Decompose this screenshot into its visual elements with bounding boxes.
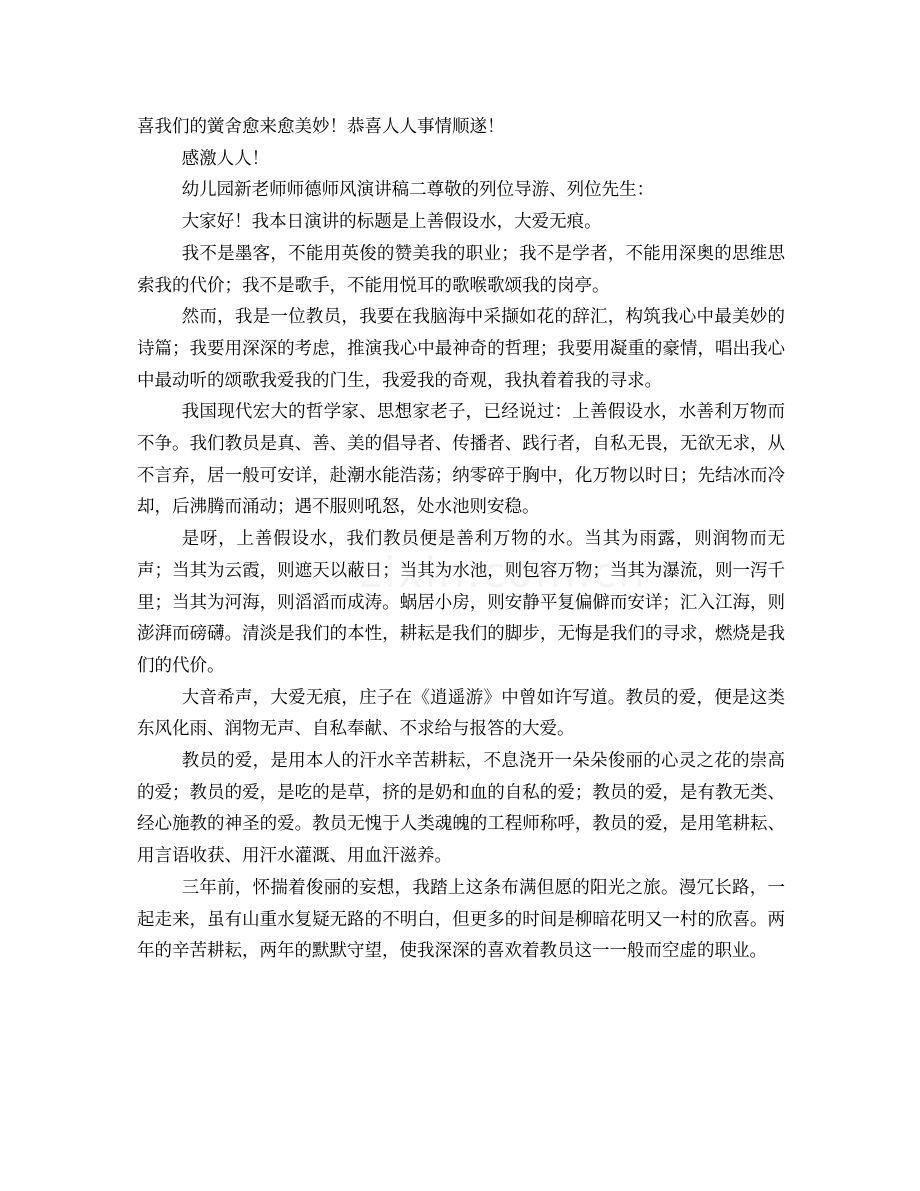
paragraph-1: 喜我们的黉舍愈来愈美妙！恭喜人人事情顺遂！ (137, 117, 505, 137)
paragraph-8: 是呀，上善假设水，我们教员便是善利万物的水。当其为雨露，则润物而无声；当其为云霞，则遮天以蔽日；当其为水池，则包容万物；当其为瀑流，则一泻千里；当其为河海，则滔滔而成涛。蜗居小房，则安静平复偏僻而安详；汇入江海，则澎湃而磅礴。清淡是我们的本性，耕耘是我们的脚步，无悔是我们的寻求，燃烧是我们的代价。 (137, 529, 785, 676)
document-body (137, 112, 785, 968)
paragraph-2: 感激人人！ (181, 148, 270, 169)
paragraph-4: 大家好！我本日演讲的标题是上善假设水，大爱无痕。 (181, 212, 602, 233)
paragraph-9: 大音希声，大爱无痕，庄子在《逍遥游》中曾如许写道。教员的爱，便是这类东风化雨、润物无声、自私奉献、不求给与报答的大爱。 (137, 687, 785, 740)
paragraph-11: 三年前，怀揣着俊丽的妄想，我踏上这条布满但愿的阳光之旅。漫冗长路，一起走来，虽有山重水复疑无路的不明白，但更多的时间是柳暗花明又一村的欣喜。两年的辛苦耕耘，两年的默默守望，使我深深的喜欢着教员这一一般而空虚的职业。 (137, 877, 785, 962)
paragraph-3: 幼儿园新老师师德师风演讲稿二尊敬的列位导游、列位先生： (181, 180, 655, 201)
paragraph-5: 我不是墨客，不能用英俊的赞美我的职业；我不是学者，不能用深奥的思维思索我的代价；我不是歌手，不能用悦耳的歌喉歌颂我的岗亭。 (137, 243, 785, 296)
paragraph-7: 我国现代宏大的哲学家、思想家老子，已经说过：上善假设水，水善利万物而不争。我们教员是真、善、美的倡导者、传播者、践行者，自私无畏，无欲无求，从不言弃，居一般可安详，赴潮水能浩荡；纳零碎于胸中，化万物以时日；先结冰而冷却，后沸腾而涌动；遇不服则吼怒，处水池则安稳。 (137, 402, 785, 518)
paragraph-10: 教员的爱，是用本人的汗水辛苦耕耘，不息浇开一朵朵俊丽的心灵之花的崇高的爱；教员的爱，是吃的是草，挤的是奶和血的自私的爱；教员的爱，是有教无类、经心施教的神圣的爱。教员无愧于人类魂魄的工程师称呼，教员的爱，是用笔耕耘、用言语收获、用汗水灌溉、用血汗滋养。 (137, 751, 785, 867)
paragraph-6: 然而，我是一位教员，我要在我脑海中采撷如花的辞汇，构筑我心中最美妙的诗篇；我要用深深的考虑，推演我心中最神奇的哲理；我要用凝重的豪情，唱出我心中最动听的颂歌我爱我的门生，我爱我的奇观，我执着着我的寻求。 (137, 307, 785, 391)
